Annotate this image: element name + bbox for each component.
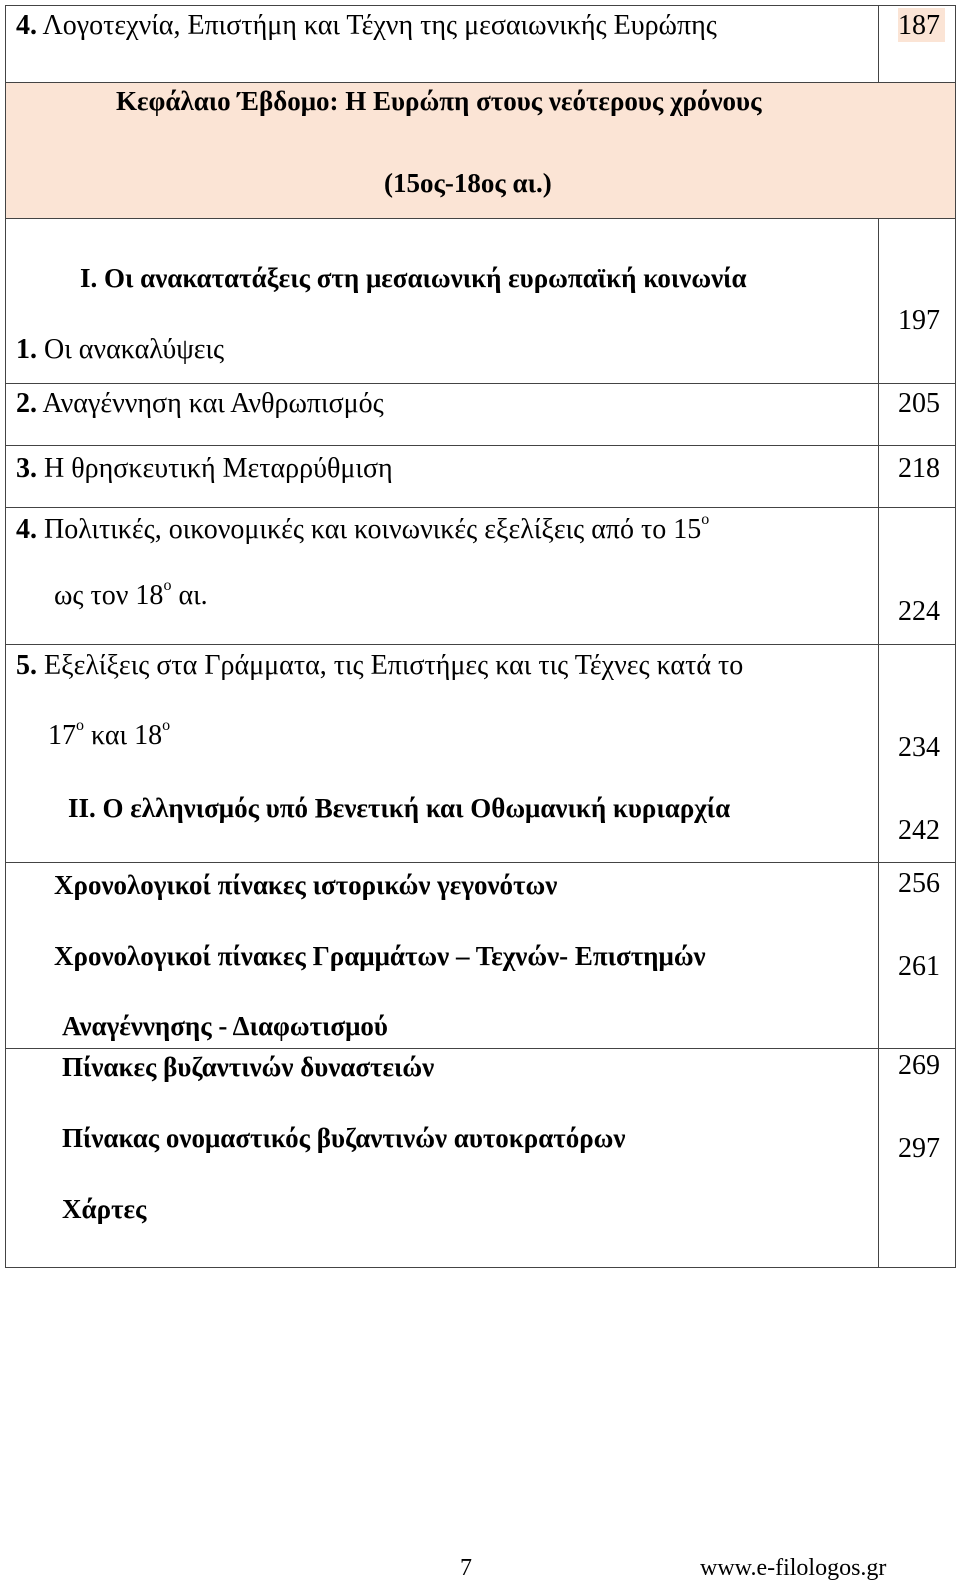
column-divider (878, 5, 879, 83)
toc-entry-continuation: $17^o$ και $18^o$ (48, 717, 171, 751)
toc-entry: 4. Πολιτικές, οικονομικές και κοινωνικές εξελίξεις από το $15^o$ (16, 511, 710, 545)
table-rule (5, 82, 956, 83)
table-rule (5, 1048, 956, 1049)
toc-page-number: 261 (898, 951, 940, 982)
appendix-entry-continuation: Αναγέννησης - Διαφωτισμού (62, 1011, 388, 1041)
footer-page-number: 7 (460, 1555, 472, 1581)
toc-entry: 2. Αναγέννηση και Ανθρωπισμός (16, 388, 384, 419)
table-rule (5, 507, 956, 508)
toc-page-number: 187 (898, 10, 940, 41)
section-heading: ΙΙ. Ο ελληνισμός υπό Βενετική και Οθωμανική κυριαρχία (68, 793, 731, 823)
table-rule (5, 862, 956, 863)
appendix-entry: Χρονολογικοί πίνακες ιστορικών γεγονότων (54, 870, 558, 900)
toc-page-number: 197 (898, 305, 940, 336)
table-rule (5, 218, 956, 219)
toc-page-number: 269 (898, 1050, 940, 1081)
footer-website: www.e-filologos.gr (700, 1555, 887, 1581)
appendix-entry: Χρονολογικοί πίνακες Γραμμάτων – Τεχνών- Επιστημών (54, 941, 706, 971)
table-border-top (5, 5, 956, 6)
table-rule (5, 644, 956, 645)
chapter-subtitle: (15ος-18ος αι.) (384, 168, 552, 198)
section-heading: Ι. Οι ανακατατάξεις στη μεσαιωνική ευρωπαϊκή κοινωνία (80, 263, 747, 293)
toc-entry: 1. Οι ανακαλύψεις (16, 334, 225, 365)
toc-page-number: 297 (898, 1133, 940, 1164)
table-border-left (5, 5, 6, 1268)
toc-page-number: 218 (898, 453, 940, 484)
toc-page-number: 234 (898, 732, 940, 763)
appendix-entry: Πίνακες βυζαντινών δυναστειών (62, 1052, 435, 1082)
table-border-bottom (5, 1267, 956, 1268)
table-rule (5, 445, 956, 446)
toc-entry: 4. Λογοτεχνία, Επιστήμη και Τέχνη της μεσαιωνικής Ευρώπης (16, 10, 717, 41)
appendix-entry: Χάρτες (62, 1194, 147, 1224)
appendix-entry: Πίνακας ονομαστικός βυζαντινών αυτοκρατόρων (62, 1123, 626, 1153)
toc-entry: 5. Εξελίξεις στα Γράμματα, τις Επιστήμες και τις Τέχνες κατά το (16, 650, 744, 681)
column-divider (878, 218, 879, 1268)
table-rule (5, 383, 956, 384)
toc-page-number: 205 (898, 388, 940, 419)
chapter-title: Κεφάλαιο Έβδομο: Η Ευρώπη στους νεότερους χρόνους (116, 86, 762, 116)
toc-entry-continuation: ως τον $18^o$ αι. (54, 577, 208, 611)
toc-page-number: 242 (898, 815, 940, 846)
toc-page-number: 224 (898, 596, 940, 627)
table-border-right (955, 5, 956, 1268)
toc-entry: 3. Η θρησκευτική Μεταρρύθμιση (16, 453, 393, 484)
toc-page-number: 256 (898, 868, 940, 899)
